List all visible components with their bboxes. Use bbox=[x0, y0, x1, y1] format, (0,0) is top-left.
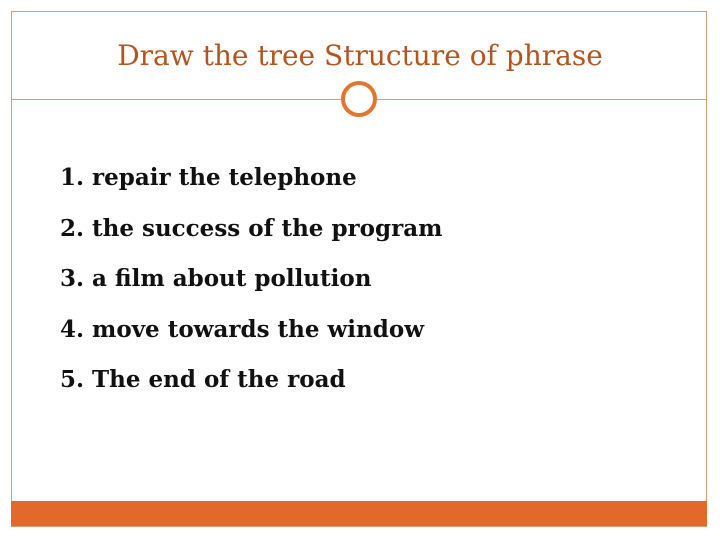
list-item: 3. a film about pollution bbox=[60, 265, 372, 292]
slide-title: Draw the tree Structure of phrase bbox=[117, 39, 603, 72]
list-item: 5. The end of the road bbox=[60, 366, 346, 393]
list-item: 1. repair the telephone bbox=[60, 164, 357, 191]
footer-bar bbox=[11, 501, 707, 526]
circle-ornament-icon bbox=[341, 81, 377, 117]
list-item: 2. the success of the program bbox=[60, 214, 443, 242]
list-item: 4. move towards the window bbox=[60, 315, 424, 343]
phrase-list bbox=[60, 160, 442, 413]
